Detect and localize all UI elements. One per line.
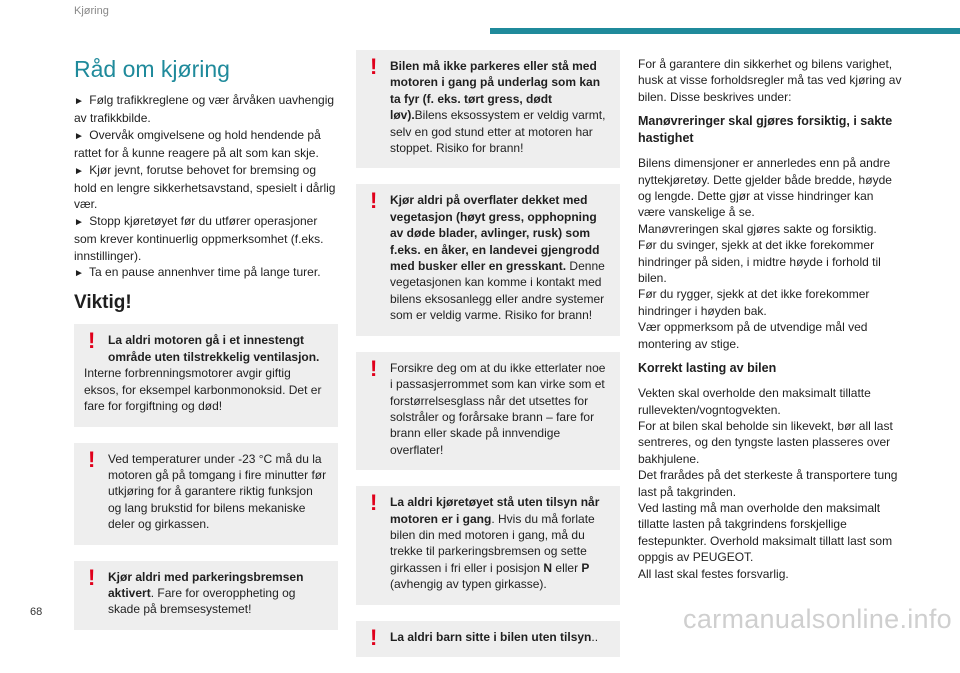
arrow-icon: ► [74,96,84,107]
advice-item [74,213,338,264]
warning-text: . Fare for overoppheting og skade på bremsesystemet! [108,585,296,617]
advice-text: Kjør jevnt, forutse behovet for bremsing og hold en lengre sikkerhetsavstand, spesielt i dårlig vær. [74,162,336,212]
warning-text: eller [552,560,582,575]
warning-text: . Hvis du må forlate bilen din med motoren i gang, må du trekke til parkeringsbremsen og sette girkassen i fri eller i posisjon [390,511,595,575]
subheading-manoeuvres: Manøvreringer skal gjøres forsiktig, i sakte hastighet [638,114,893,146]
warning-text: (avhengig av typen girkasse). [390,577,547,592]
advice-text: Overvåk omgivelsene og hold hendende på rattet for å kunne reagere på alt som kan skje. [74,127,321,161]
paragraph-line: Ved lasting må man overholde den maksimalt tillatte lasten på takgrindens forskjellige festepunkter. Overhold maksimalt tillatt last som oppgis av PEUGEOT. [638,500,893,565]
advice-item [74,264,338,282]
warning-icon: ! [370,624,378,650]
warning-bold: La aldri barn sitte i bilen uten tilsyn [390,629,592,644]
warning-icon: ! [88,446,96,472]
gear-p-label: P [581,560,590,575]
page-number: 68 [30,606,43,618]
warning-bold: La aldri kjøretøyet stå uten tilsyn når motoren er i gang [390,495,600,526]
running-header: Kjøring [74,5,109,17]
warning-bold: La aldri motoren gå i et innestengt område uten tilstrekkelig ventilasjon. [108,333,320,364]
paragraph-line: For at bilen skal beholde sin likevekt, bør all last sentreres, og den tyngste lasten plasseres over bakhjulene. [638,418,893,466]
important-heading: Viktig! [74,292,132,314]
warning-box [356,621,620,657]
watermark: carmanualsonline.info [683,604,952,634]
warning-text: Forsikre deg om at du ikke etterlater noe i passasjerrommet som kan virke som et forstørrelsesglass når det utsettes for solstråler og forårsake brann – fare for brann eller skade på innvendige overflater! [390,360,606,457]
paragraph-line: Vekten skal overholde den maksimalt tillatte rullevekten/vogntogvekten. [638,386,871,417]
warning-icon: ! [370,490,378,516]
warning-text: .. [591,629,599,644]
arrow-icon: ► [74,130,84,142]
arrow-icon: ► [74,268,84,280]
warning-text: Bilens eksossystem er veldig varmt, selv en god stund etter at motoren har stoppet. Risiko for brann! [390,108,606,156]
warning-box [74,324,338,426]
column-2 [356,50,620,673]
warning-bold: Kjør aldri med parkeringsbremsen aktivert [108,569,304,600]
loading-paragraph [638,385,902,582]
column-1 [74,50,338,646]
warning-text: Denne vegetasjonen kan komme i kontakt med bilens eksosanlegg eller andre systemer som er veldig varme. Risiko for brann! [390,259,605,323]
warning-icon: ! [88,328,96,354]
section-title: Råd om kjøring [74,56,230,82]
paragraph-line: Manøvreringen skal gjøres sakte og forsiktig. [638,221,877,236]
warning-box [356,486,620,604]
warning-box [356,184,620,335]
paragraph-line: Vær oppmerksom på de utvendige mål ved montering av stige. [638,320,868,351]
warning-text: Interne forbrenningsmotorer avgir giftig eksos, for eksempel karbonmonoksid. Det er fare for forgiftning og død! [84,366,322,414]
header-accent-bar [490,28,960,34]
arrow-icon: ► [74,216,84,228]
paragraph-line: Bilens dimensjoner er annerledes enn på andre nyttekjøretøy. Dette gjelder både bredde, høyde og lengde. Dette gjør at visse hindringer kan være vanskelige å se. [638,156,892,220]
paragraph-line: All last skal festes forsvarlig. [638,566,789,581]
warning-box [356,352,620,470]
advice-item [74,162,338,213]
intro-paragraph: For å garantere din sikkerhet og bilens varighet, husk at visse forholdsregler må tas ved kjøring av bilen. Disse beskrives under: [638,57,902,104]
gear-n-label: N [543,560,553,575]
advice-text: Ta en pause annenhver time på lange turer. [89,265,321,280]
column-3 [638,56,902,590]
warning-box [74,561,338,630]
paragraph-line: Før du rygger, sjekk at det ikke forekommer hindringer i høyden bak. [638,287,870,318]
warning-text: Ved temperaturer under -23 °C må du la motoren gå på tomgang i fire minutter før utkjøring for å garantere riktig funksjon og lang brukstid for bilens mekaniske deler og girkassen. [108,451,327,532]
warning-icon: ! [88,564,96,590]
warning-icon: ! [370,54,378,79]
advice-list [74,92,338,282]
warning-icon: ! [370,355,378,381]
advice-text: Stopp kjøretøyet før du utfører operasjoner som krever kontinuerlig oppmerksomhet (f.eks. innstillinger). [74,213,324,263]
advice-item [74,92,338,127]
manoeuvre-paragraph [638,155,902,352]
warning-box [74,443,338,545]
paragraph-line: Det frarådes på det sterkeste å transportere tung last på takgrinden. [638,468,898,499]
paragraph-line: Før du svinger, sjekk at det ikke forekommer hindringer på siden, i midtre høyde i forhold til bilen. [638,238,881,286]
warning-bold: Kjør aldri på overflater dekket med vegetasjon (høyt gress, opphopning av døde blader, avlinger, rusk) som f.eks. en åker, en landevei gjengrodd med busker eller en gresskant. [390,193,600,274]
arrow-icon: ► [74,165,84,177]
warning-icon: ! [370,188,378,214]
warning-bold: Bilen må ikke parkeres eller stå med motoren i gang på underlag som kan ta fyr (f. eks. tørt gress, dødt løv). [390,59,601,123]
subheading-loading: Korrekt lasting av bilen [638,361,777,376]
warning-box [356,50,620,168]
advice-text: Følg trafikkreglene og vær årvåken uavhengig av trafikkbilde. [74,93,335,126]
advice-item [74,127,338,162]
